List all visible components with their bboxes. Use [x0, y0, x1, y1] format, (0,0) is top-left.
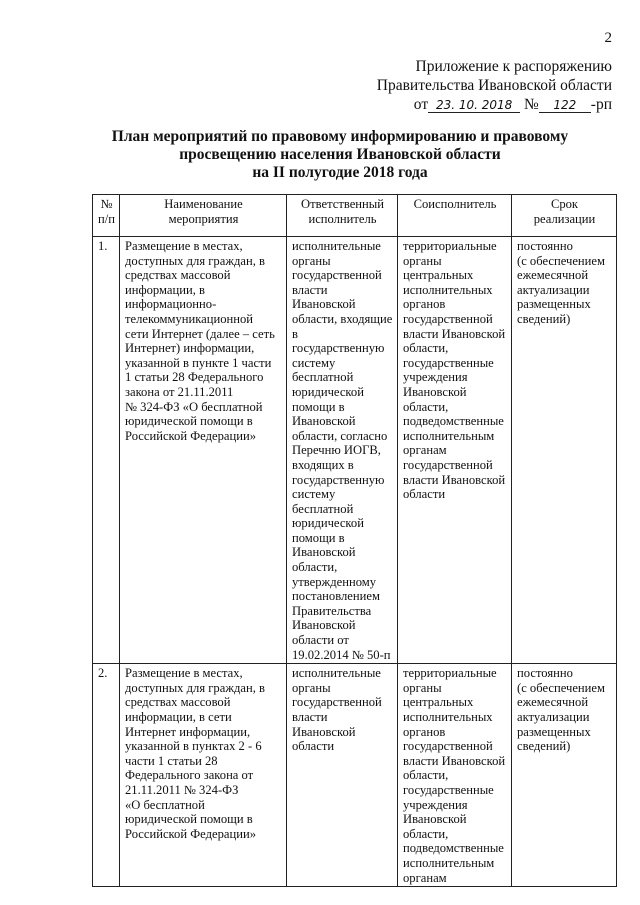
header-deadline: Срок реализации: [512, 195, 617, 237]
table-header-row: [93, 195, 617, 237]
number-suffix: -рп: [590, 96, 612, 113]
plan-table: [92, 194, 617, 887]
appendix-line3: [377, 95, 612, 114]
table-row: [93, 664, 617, 887]
cell-number: 1.: [93, 237, 120, 664]
appendix-header: [377, 57, 612, 114]
header-coexecutor: Соисполнитель: [398, 195, 512, 237]
cell-deadline: постоянно (с обеспечением ежемесячной актуализации размещенных сведений): [512, 237, 617, 664]
cell-activity: Размещение в местах, доступных для граждан, в средствах массовой информации, в информационно- телекоммуникационной сети Интернет (далее – сеть Интернет) информации, указанной в пункте 1 части 1 статьи 28 Федерального закона от 21.11.2011 № 324-ФЗ «О бесплатной юридической помощи в Российской Федерации»: [120, 237, 287, 664]
cell-coexecutor: территориальные органы центральных исполнительных органов государственной власти Ивановской области, государственные учреждения Ивановской области, подведомственные исполнительным органам государственной власти Ивановской области: [398, 237, 512, 664]
appendix-line2: Правительства Ивановской области: [376, 77, 612, 94]
cell-responsible: исполнительные органы государственной власти Ивановской области: [287, 664, 398, 887]
cell-activity: Размещение в местах, доступных для граждан, в средствах массовой информации, в сети Интернет информации, указанной в пунктах 2 - 6 части 1 статьи 28 Федерального закона от 21.11.2011 № 324-ФЗ «О бесплатной юридической помощи в Российской Федерации»: [120, 664, 287, 887]
appendix-line1: Приложение к распоряжению: [415, 58, 612, 75]
cell-responsible: исполнительные органы государственной власти Ивановской области, входящие в государственную систему бесплатной юридической помощи в Ивановской области, согласно Перечню ИОГВ, входящих в государственную систему бесплатной юридической помощи в Ивановской области, утвержденному постановлением Правительства Ивановской области от 19.02.2014 № 50-п: [287, 237, 398, 664]
header-number: № п/п: [93, 195, 120, 237]
page-number: 2: [604, 30, 612, 46]
number-label: №: [523, 96, 539, 113]
cell-coexecutor: территориальные органы центральных исполнительных органов государственной власти Ивановской области, государственные учреждения Ивановской области, подведомственные исполнительным органам: [398, 664, 512, 887]
cell-deadline: постоянно (с обеспечением ежемесячной актуализации размещенных сведений): [512, 664, 617, 887]
header-activity: Наименование мероприятия: [120, 195, 287, 237]
handwritten-number: 122: [539, 98, 591, 113]
document-title: План мероприятий по правовому информированию и правовому просвещению населения Ивановской области на II полугодие 2018 года: [111, 128, 569, 181]
handwritten-date: 23. 10. 2018: [428, 98, 520, 113]
cell-number: 2.: [93, 664, 120, 887]
table-row: [93, 237, 617, 664]
header-responsible: Ответственный исполнитель: [287, 195, 398, 237]
from-label: от: [413, 96, 429, 113]
